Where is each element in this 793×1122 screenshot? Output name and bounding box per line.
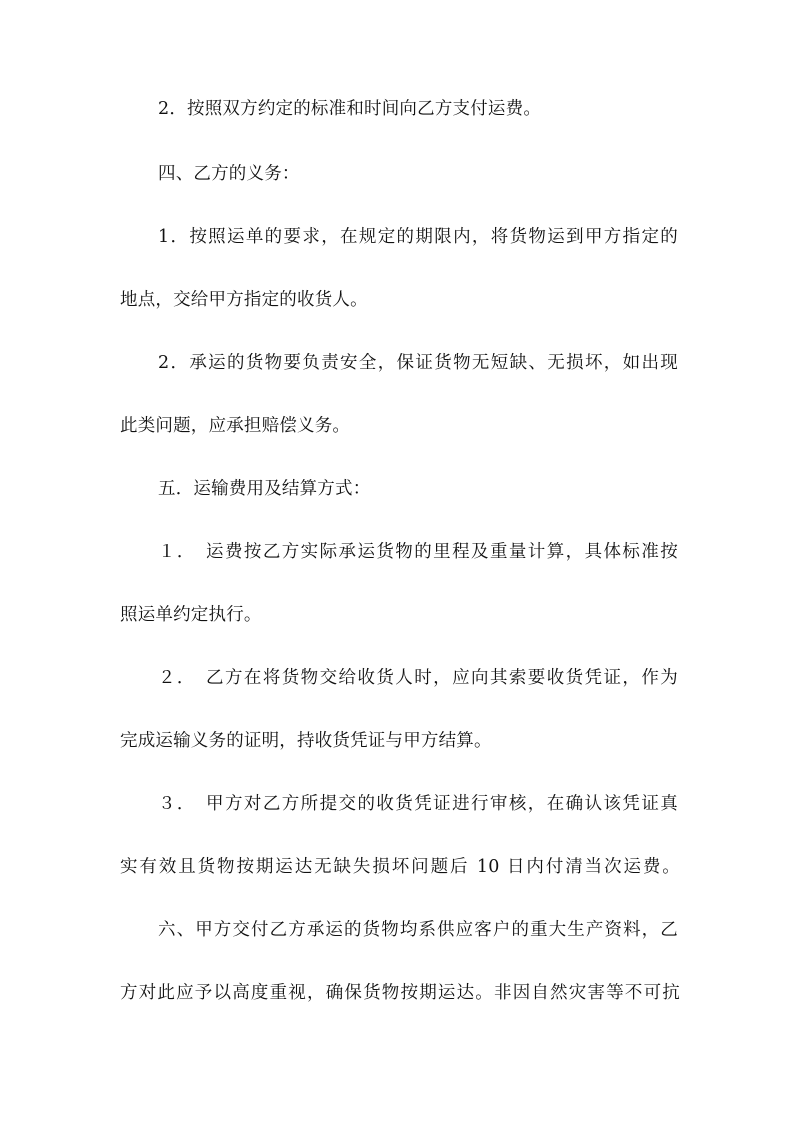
paragraph-line-3: 1．按照运单的要求，在规定的期限内，将货物运到甲方指定的: [158, 227, 678, 247]
section-heading-party-b-duties: 四、乙方的义务：: [158, 164, 300, 184]
paragraph-line-8: １． 运费按乙方实际承运货物的里程及重量计算，具体标准按: [158, 542, 678, 562]
paragraph-line-10: ２． 乙方在将货物交给收货人时，应向其索要收货凭证，作为: [158, 668, 678, 688]
paragraph-line-13: 实有效且货物按期运达无缺失损坏问题后 10 日内付清当次运费。: [120, 857, 680, 877]
paragraph-line-6: 此类问题，应承担赔偿义务。: [120, 416, 351, 436]
paragraph-line-5: 2．承运的货物要负责安全，保证货物无短缺、无损坏，如出现: [158, 353, 678, 373]
paragraph-line-4: 地点，交给甲方指定的收货人。: [120, 290, 368, 310]
section-heading-six: 六、甲方交付乙方承运的货物均系供应客户的重大生产资料，乙: [158, 920, 678, 940]
section-heading-fees-settlement: 五．运输费用及结算方式：: [158, 479, 371, 499]
paragraph-line-1: 2．按照双方约定的标准和时间向乙方支付运费。: [158, 99, 542, 119]
paragraph-line-12: ３． 甲方对乙方所提交的收货凭证进行审核，在确认该凭证真: [158, 794, 678, 814]
paragraph-line-15: 方对此应予以高度重视，确保货物按期运达。非因自然灾害等不可抗: [120, 983, 680, 1003]
paragraph-line-11: 完成运输义务的证明，持收货凭证与甲方结算。: [120, 731, 492, 751]
paragraph-line-9: 照运单约定执行。: [120, 605, 262, 625]
